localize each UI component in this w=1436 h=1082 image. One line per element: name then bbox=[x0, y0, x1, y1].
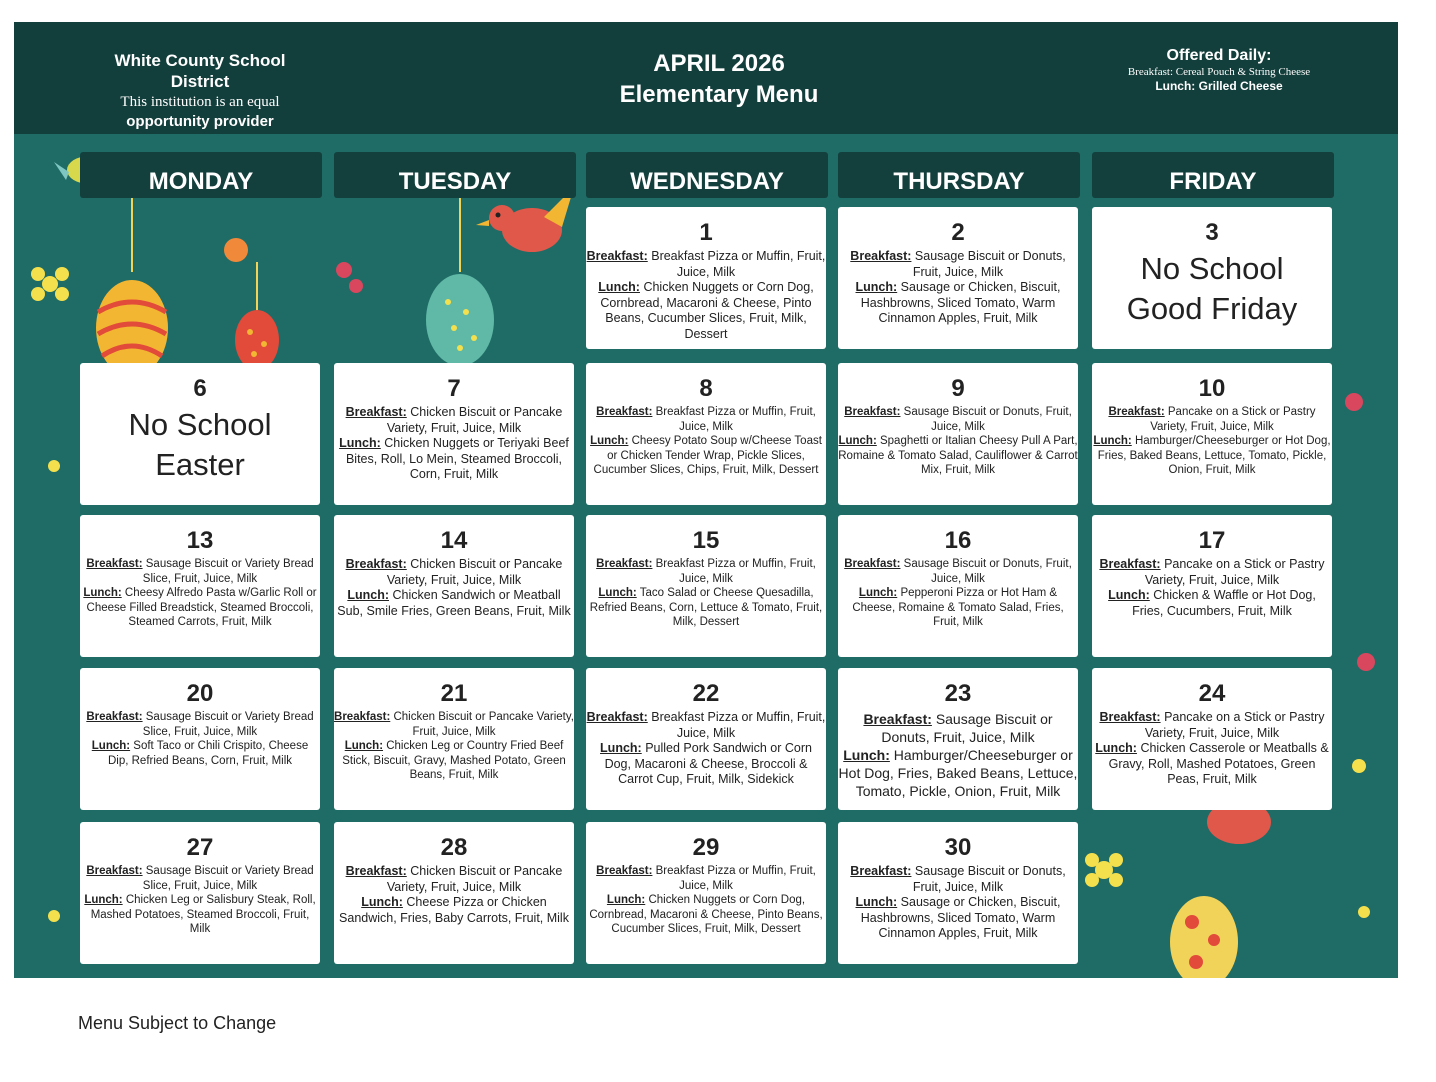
day-number: 30 bbox=[944, 834, 972, 861]
breakfast-label: Breakfast: bbox=[850, 249, 912, 263]
day-header-wednesday: WEDNESDAY bbox=[586, 152, 828, 198]
breakfast-label: Breakfast: bbox=[345, 557, 407, 571]
lunch-items: Chicken Sandwich or Meatball Sub, Smile Fries, Green Beans, Fruit, Milk bbox=[337, 588, 571, 618]
lunch-label: Lunch: bbox=[84, 894, 123, 906]
lunch-label: Lunch: bbox=[339, 436, 381, 450]
breakfast-label: Breakfast: bbox=[86, 865, 143, 877]
lunch-items: Spaghetti or Italian Cheesy Pull A Part, Romaine & Tomato Salad, Cauliflower & Carrot Mix, Fruit, Milk bbox=[838, 435, 1078, 476]
breakfast-items: Sausage Biscuit or Donuts, Fruit, Juice, Milk bbox=[881, 711, 1053, 745]
lunch-items: Chicken Leg or Salisbury Steak, Roll, Mashed Potatoes, Steamed Broccoli, Fruit, Milk bbox=[90, 894, 316, 935]
day-cell bbox=[334, 515, 574, 657]
day-menu bbox=[1092, 403, 1332, 478]
day-number: 20 bbox=[186, 680, 214, 707]
lunch-label: Lunch: bbox=[83, 587, 122, 599]
offered-daily-title: Offered Daily: bbox=[1166, 47, 1272, 64]
day-cell bbox=[586, 363, 826, 505]
day-menu bbox=[838, 862, 1078, 942]
district-name-line1: White County School bbox=[114, 51, 286, 70]
lunch-items: Cheesy Potato Soup w/Cheese Toast or Chicken Tender Wrap, Pickle Slices, Cucumber Slices, Chips, Fruit, Milk, Dessert bbox=[593, 435, 822, 476]
district-name-line2: District bbox=[170, 72, 230, 91]
lunch-label: Lunch: bbox=[855, 895, 898, 909]
day-cell bbox=[586, 207, 826, 349]
day-number: 13 bbox=[186, 527, 214, 554]
offered-daily-breakfast: Breakfast: Cereal Pouch & String Cheese bbox=[1127, 66, 1311, 78]
day-cell bbox=[80, 363, 320, 505]
lunch-items: Sausage or Chicken, Biscuit, Hashbrowns, Sliced Tomato, Warm Cinnamon Apples, Fruit, Milk bbox=[860, 280, 1061, 325]
day-menu bbox=[80, 862, 320, 937]
day-number: 2 bbox=[951, 219, 965, 246]
day-menu bbox=[586, 555, 826, 630]
day-menu bbox=[838, 708, 1078, 800]
lunch-items: Chicken & Waffle or Hot Dog, Fries, Cucumbers, Fruit, Milk bbox=[1132, 588, 1316, 618]
day-menu bbox=[1092, 708, 1332, 788]
day-number: 10 bbox=[1198, 375, 1226, 402]
day-header-thursday: THURSDAY bbox=[838, 152, 1080, 198]
day-cell bbox=[334, 822, 574, 964]
lunch-items: Chicken Leg or Country Fried Beef Stick, Biscuit, Gravy, Mashed Potato, Green Beans, Fruit, Milk bbox=[342, 740, 566, 781]
menu-header bbox=[14, 22, 1398, 134]
day-menu bbox=[586, 862, 826, 937]
day-menu bbox=[1092, 555, 1332, 619]
breakfast-items: Breakfast Pizza or Muffin, Fruit, Juice, Milk bbox=[655, 406, 816, 433]
day-cell bbox=[80, 515, 320, 657]
day-number: 27 bbox=[186, 834, 214, 861]
equal-opportunity-line1: This institution is an equal bbox=[120, 94, 280, 110]
day-number: 23 bbox=[944, 680, 972, 707]
breakfast-items: Chicken Biscuit or Pancake Variety, Fruit, Juice, Milk bbox=[386, 557, 563, 587]
lunch-items: Chicken Nuggets or Teriyaki Beef Bites, Roll, Lo Mein, Steamed Broccoli, Corn, Fruit, Milk bbox=[345, 436, 569, 481]
breakfast-items: Sausage Biscuit or Donuts, Fruit, Juice, Milk bbox=[903, 558, 1072, 585]
day-header-tuesday: TUESDAY bbox=[334, 152, 576, 198]
hanging-egg-yellow-icon bbox=[96, 192, 168, 376]
menu-title bbox=[554, 48, 884, 110]
day-cell bbox=[838, 207, 1078, 349]
lunch-label: Lunch: bbox=[606, 894, 646, 906]
breakfast-items: Chicken Biscuit or Pancake Variety, Fruit, Juice, Milk bbox=[386, 864, 563, 894]
hanging-egg-red-icon bbox=[224, 238, 279, 370]
breakfast-items: Pancake on a Stick or Pastry Variety, Fruit, Juice, Milk bbox=[1150, 406, 1316, 433]
breakfast-items: Breakfast Pizza or Muffin, Fruit, Juice, Milk bbox=[651, 249, 826, 279]
lunch-label: Lunch: bbox=[843, 747, 890, 763]
lunch-items: Soft Taco or Chili Crispito, Cheese Dip, Refried Beans, Corn, Fruit, Milk bbox=[107, 740, 309, 767]
day-cell bbox=[586, 515, 826, 657]
lunch-label: Lunch: bbox=[91, 740, 131, 752]
breakfast-label: Breakfast: bbox=[863, 711, 932, 727]
breakfast-label: Breakfast: bbox=[586, 710, 648, 724]
day-header-friday: FRIDAY bbox=[1092, 152, 1334, 198]
lunch-label: Lunch: bbox=[1108, 588, 1150, 602]
breakfast-items: Breakfast Pizza or Muffin, Fruit, Juice, Milk bbox=[651, 710, 826, 740]
lunch-items: Chicken Nuggets or Corn Dog, Cornbread, Macaroni & Cheese, Pinto Beans, Cucumber Slices, Fruit, Milk, Dessert bbox=[600, 280, 814, 341]
breakfast-items: Pancake on a Stick or Pastry Variety, Fruit, Juice, Milk bbox=[1144, 710, 1325, 740]
day-menu bbox=[80, 555, 320, 630]
day-number: 9 bbox=[951, 375, 965, 402]
menu-poster bbox=[14, 22, 1398, 978]
day-cell bbox=[334, 668, 574, 810]
breakfast-label: Breakfast: bbox=[1099, 557, 1161, 571]
no-school-note: No School bbox=[1140, 251, 1284, 286]
day-cell bbox=[838, 515, 1078, 657]
breakfast-items: Chicken Biscuit or Pancake Variety, Fruit, Juice, Milk bbox=[393, 711, 574, 738]
breakfast-label: Breakfast: bbox=[596, 865, 653, 877]
lunch-label: Lunch: bbox=[838, 435, 877, 447]
breakfast-label: Breakfast: bbox=[596, 558, 653, 570]
no-school-note: Easter bbox=[155, 447, 245, 482]
lunch-label: Lunch: bbox=[600, 741, 642, 755]
no-school-note: No School bbox=[128, 407, 272, 442]
lunch-label: Lunch: bbox=[590, 435, 629, 447]
day-cell bbox=[838, 363, 1078, 505]
breakfast-label: Breakfast: bbox=[1099, 710, 1161, 724]
lunch-items: Cheesy Alfredo Pasta w/Garlic Roll or Cheese Filled Breadstick, Steamed Broccoli, Steamed Carrots, Fruit, Milk bbox=[86, 587, 317, 628]
breakfast-label: Breakfast: bbox=[334, 711, 391, 723]
lunch-label: Lunch: bbox=[1095, 741, 1137, 755]
lunch-items: Hamburger/Cheeseburger or Hot Dog, Fries, Baked Beans, Lettuce, Tomato, Pickle, Onion, Fruit, Milk bbox=[838, 747, 1078, 799]
day-menu bbox=[838, 403, 1078, 478]
breakfast-label: Breakfast: bbox=[844, 558, 901, 570]
lunch-items: Pepperoni Pizza or Hot Ham & Cheese, Romaine & Tomato Salad, Fries, Fruit, Milk bbox=[852, 587, 1064, 628]
day-number: 7 bbox=[447, 375, 461, 402]
breakfast-label: Breakfast: bbox=[844, 406, 901, 418]
day-number: 16 bbox=[944, 527, 972, 554]
breakfast-label: Breakfast: bbox=[1108, 406, 1165, 418]
equal-opportunity-line2: opportunity provider bbox=[126, 113, 274, 130]
lunch-label: Lunch: bbox=[344, 740, 384, 752]
day-number: 24 bbox=[1198, 680, 1226, 707]
day-number: 1 bbox=[699, 219, 713, 246]
no-school-note: Good Friday bbox=[1126, 291, 1298, 326]
lunch-label: Lunch: bbox=[347, 588, 390, 602]
day-menu bbox=[838, 247, 1078, 327]
breakfast-items: Chicken Biscuit or Pancake Variety, Fruit, Juice, Milk bbox=[386, 405, 563, 435]
breakfast-label: Breakfast: bbox=[850, 864, 912, 878]
day-cell bbox=[1092, 668, 1332, 810]
day-number: 17 bbox=[1198, 527, 1226, 554]
day-cell bbox=[80, 668, 320, 810]
day-cell bbox=[80, 822, 320, 964]
lunch-label: Lunch: bbox=[361, 895, 403, 909]
day-menu bbox=[80, 708, 320, 768]
day-menu bbox=[838, 555, 1078, 630]
day-menu bbox=[586, 403, 826, 478]
day-number: 3 bbox=[1205, 219, 1219, 246]
day-cell bbox=[586, 668, 826, 810]
day-number: 21 bbox=[440, 680, 468, 707]
offered-daily bbox=[1104, 46, 1334, 94]
day-number: 28 bbox=[440, 834, 468, 861]
day-number: 29 bbox=[692, 834, 720, 861]
lunch-items: Hamburger/Cheeseburger or Hot Dog, Fries, Baked Beans, Lettuce, Tomato, Pickle, Onion, Fruit, Milk bbox=[1097, 435, 1331, 476]
day-cell bbox=[1092, 207, 1332, 349]
breakfast-items: Sausage Biscuit or Variety Bread Slice, Fruit, Juice, Milk bbox=[142, 865, 314, 892]
day-cell bbox=[586, 822, 826, 964]
day-header-monday: MONDAY bbox=[80, 152, 322, 198]
menu-subtitle: Elementary Menu bbox=[619, 81, 819, 108]
district-info bbox=[100, 50, 300, 131]
day-cell bbox=[334, 363, 574, 505]
day-menu bbox=[334, 555, 574, 619]
day-number: 22 bbox=[692, 680, 720, 707]
day-menu bbox=[334, 708, 574, 783]
breakfast-label: Breakfast: bbox=[345, 405, 407, 419]
day-number: 6 bbox=[193, 375, 207, 402]
day-number: 14 bbox=[440, 527, 468, 554]
breakfast-items: Sausage Biscuit or Variety Bread Slice, Fruit, Juice, Milk bbox=[142, 711, 314, 738]
footer-note: Menu Subject to Change bbox=[78, 1013, 277, 1033]
month-title: APRIL 2026 bbox=[653, 50, 785, 77]
lunch-items: Sausage or Chicken, Biscuit, Hashbrowns, Sliced Tomato, Warm Cinnamon Apples, Fruit, Milk bbox=[860, 895, 1061, 940]
breakfast-items: Breakfast Pizza or Muffin, Fruit, Juice, Milk bbox=[655, 865, 816, 892]
lunch-items: Taco Salad or Cheese Quesadilla, Refried Beans, Corn, Lettuce & Tomato, Fruit, Milk, Dessert bbox=[589, 587, 823, 628]
day-menu bbox=[586, 708, 826, 788]
breakfast-items: Sausage Biscuit or Variety Bread Slice, Fruit, Juice, Milk bbox=[142, 558, 314, 585]
day-cell bbox=[838, 822, 1078, 964]
lunch-items: Chicken Nuggets or Corn Dog, Cornbread, Macaroni & Cheese, Pinto Beans, Cucumber Slices, Fruit, Milk, Dessert bbox=[589, 894, 823, 935]
offered-daily-lunch: Lunch: Grilled Cheese bbox=[1155, 79, 1283, 93]
lunch-items: Chicken Casserole or Meatballs & Gravy, Roll, Mashed Potatoes, Green Peas, Fruit, Milk bbox=[1108, 741, 1329, 786]
lunch-label: Lunch: bbox=[855, 280, 898, 294]
breakfast-items: Pancake on a Stick or Pastry Variety, Fruit, Juice, Milk bbox=[1144, 557, 1325, 587]
breakfast-label: Breakfast: bbox=[596, 406, 653, 418]
lunch-label: Lunch: bbox=[598, 587, 637, 599]
day-cell bbox=[838, 668, 1078, 810]
bottom-right-egg-icon bbox=[1170, 800, 1271, 978]
breakfast-label: Breakfast: bbox=[345, 864, 407, 878]
day-menu bbox=[334, 403, 574, 483]
lunch-label: Lunch: bbox=[598, 280, 640, 294]
day-menu bbox=[586, 247, 826, 342]
breakfast-label: Breakfast: bbox=[586, 249, 648, 263]
lunch-label: Lunch: bbox=[858, 587, 898, 599]
breakfast-label: Breakfast: bbox=[86, 711, 143, 723]
breakfast-items: Sausage Biscuit or Donuts, Fruit, Juice, Milk bbox=[912, 864, 1066, 894]
breakfast-items: Sausage Biscuit or Donuts, Fruit, Juice, Milk bbox=[912, 249, 1066, 279]
lunch-label: Lunch: bbox=[1093, 435, 1132, 447]
breakfast-label: Breakfast: bbox=[86, 558, 143, 570]
day-cell bbox=[1092, 363, 1332, 505]
lunch-items: Pulled Pork Sandwich or Corn Dog, Macaroni & Cheese, Broccoli & Carrot Cup, Fruit, Milk, Sidekick bbox=[604, 741, 812, 786]
day-number: 15 bbox=[692, 527, 720, 554]
day-cell bbox=[1092, 515, 1332, 657]
day-menu bbox=[334, 862, 574, 926]
breakfast-items: Breakfast Pizza or Muffin, Fruit, Juice, Milk bbox=[655, 558, 816, 585]
lunch-items: Cheese Pizza or Chicken Sandwich, Fries, Baby Carrots, Fruit, Milk bbox=[339, 895, 569, 925]
day-number: 8 bbox=[699, 375, 713, 402]
breakfast-items: Sausage Biscuit or Donuts, Fruit, Juice, Milk bbox=[903, 406, 1072, 433]
